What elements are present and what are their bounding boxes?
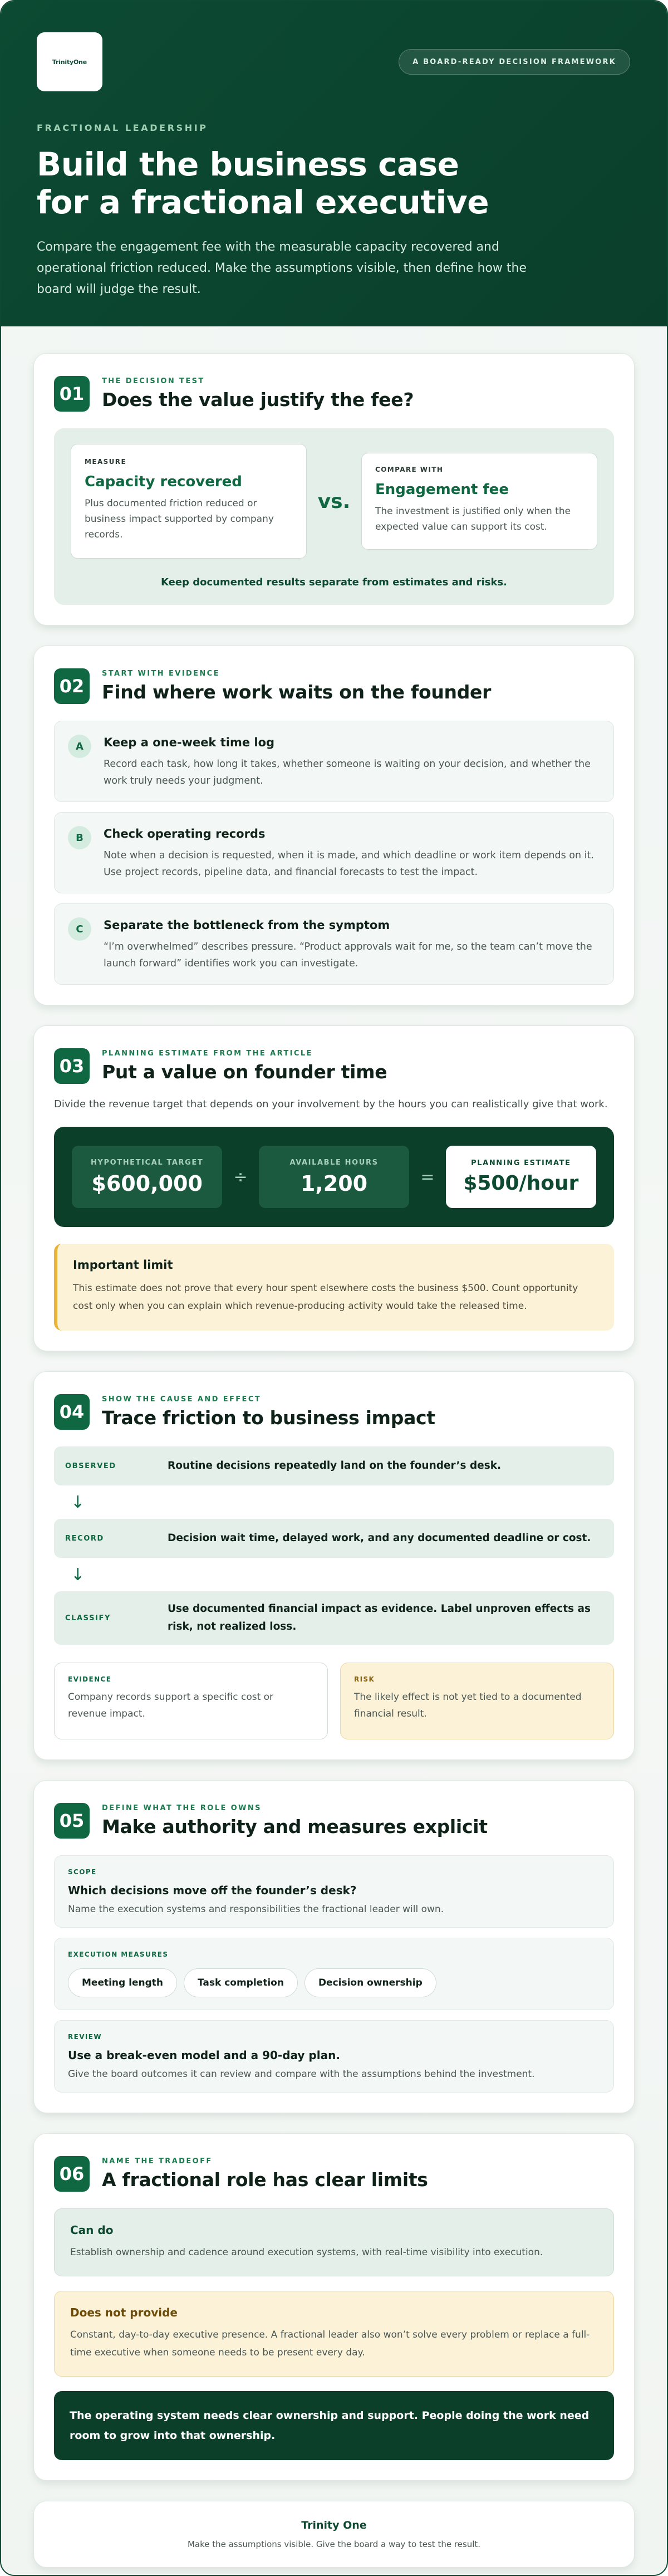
title-line-2: for a fractional executive [37, 183, 489, 221]
flow-label: RECORD [65, 1534, 104, 1543]
section-number: 03 [54, 1048, 90, 1084]
hours-label: AVAILABLE HOURS [289, 1158, 379, 1167]
estimate-label: PLANNING ESTIMATE [471, 1159, 571, 1167]
step-item [54, 812, 614, 893]
flow-text: Decision wait time, delayed work, and any documented deadline or cost. [168, 1532, 591, 1544]
review-text: Give the board outcomes it can review and compare with the assumptions behind the investment. [68, 2069, 535, 2080]
evidence-title: EVIDENCE [68, 1675, 112, 1683]
measure-eyebrow: MEASURE [85, 458, 127, 466]
footer [33, 2501, 635, 2568]
section-header [54, 1803, 614, 1839]
scope-card [54, 1855, 614, 1928]
section-eyebrow: NAME THE TRADEOFF [102, 2157, 213, 2166]
title-line-1: Build the business case [37, 145, 459, 183]
step-text: Record each task, how long it takes, whether someone is waiting on your decision, and whether the work truly needs your judgment. [104, 759, 591, 786]
arrow-down-icon: ↓ [71, 1492, 85, 1512]
hours-value: 1,200 [300, 1171, 368, 1196]
section-number: 04 [54, 1394, 90, 1430]
framework-badge: A BOARD-READY DECISION FRAMEWORK [399, 49, 630, 75]
can-do-card [54, 2208, 614, 2276]
section-authority [33, 1780, 635, 2113]
chip-decision-ownership: Decision ownership [304, 1968, 436, 1997]
flow-step-record [54, 1519, 614, 1558]
section-eyebrow: THE DECISION TEST [102, 377, 205, 385]
section-eyebrow: DEFINE WHAT THE ROLE OWNS [102, 1804, 262, 1812]
section-intro: Divide the revenue target that depends on your involvement by the hours you can realistically give that work. [54, 1098, 608, 1110]
closing-statement: The operating system needs clear ownership and support. People doing the work need room to grow into that ownership. [54, 2391, 614, 2460]
section-number: 02 [54, 668, 90, 704]
review-eyebrow: REVIEW [68, 2033, 102, 2041]
logo-text: TrinityOne [52, 58, 87, 66]
limit-title: Important limit [73, 1258, 173, 1272]
section-title: Make authority and measures explicit [102, 1816, 488, 1837]
hours-box [259, 1146, 409, 1208]
section-title: Find where work waits on the founder [102, 681, 492, 703]
measure-title: Capacity recovered [85, 473, 242, 490]
step-badge: B [68, 826, 91, 849]
compare-text: The investment is justified only when the expected value can support its cost. [375, 506, 571, 532]
versus-label: vs. [317, 490, 351, 513]
scope-eyebrow: SCOPE [68, 1868, 97, 1876]
arrow-down-icon: ↓ [71, 1565, 85, 1585]
section-number: 05 [54, 1803, 90, 1839]
target-box [72, 1146, 222, 1208]
step-text: “I’m overwhelmed” describes pressure. “Product approvals wait for me, so the team can’t move the launch forward” identifies work you can investigate. [104, 941, 592, 969]
step-badge: A [68, 735, 91, 758]
does-not-provide-text: Constant, day-to-day executive presence. A fractional leader also won’t solve every problem or replace a full-time executive when someone needs to be present every day. [70, 2329, 590, 2358]
scope-text: Name the execution systems and responsibilities the fractional leader will own. [68, 1904, 444, 1915]
equals-icon: = [420, 1167, 435, 1187]
section-title: Does the value justify the fee? [102, 389, 414, 410]
does-not-provide-title: Does not provide [70, 2306, 178, 2319]
flow-label: OBSERVED [65, 1461, 116, 1470]
footer-brand: Trinity One [301, 2519, 367, 2531]
comparison-panel [54, 428, 614, 605]
hero-eyebrow: FRACTIONAL LEADERSHIP [37, 123, 208, 133]
limit-callout [54, 1244, 614, 1331]
review-title: Use a break-even model and a 90-day plan. [68, 2049, 340, 2062]
step-title: Check operating records [104, 827, 266, 840]
does-not-provide-card [54, 2291, 614, 2377]
section-founder-time [33, 1025, 635, 1351]
section-number: 01 [54, 376, 90, 412]
section-title: Put a value on founder time [102, 1061, 387, 1083]
calculation-panel [54, 1127, 614, 1227]
flow-step-classify [54, 1591, 614, 1645]
step-text: Note when a decision is requested, when it is made, and which deadline or work item depends on it. Use project records, pipeline data, and financial forecasts to test the impact. [104, 850, 594, 878]
comparison-note: Keep documented results separate from estimates and risks. [161, 576, 507, 588]
target-label: HYPOTHETICAL TARGET [90, 1158, 204, 1167]
risk-text: The likely effect is not yet tied to a documented financial result. [354, 1692, 582, 1719]
section-header [54, 1048, 614, 1084]
step-badge: C [68, 917, 91, 941]
footer-tagline: Make the assumptions visible. Give the board a way to test the result. [187, 2539, 481, 2549]
measures-eyebrow: EXECUTION MEASURES [68, 1951, 169, 1958]
compare-eyebrow: COMPARE WITH [375, 466, 444, 473]
hero-subtitle: Compare the engagement fee with the measurable capacity recovered and operational friction reduced. Make the assumptions visible, then define how the board will judge the result. [37, 240, 527, 296]
section-title: A fractional role has clear limits [102, 2169, 428, 2191]
section-eyebrow: PLANNING ESTIMATE FROM THE ARTICLE [102, 1049, 313, 1058]
chip-meeting-length: Meeting length [68, 1968, 177, 1997]
step-item [54, 721, 614, 802]
review-card [54, 2020, 614, 2093]
step-item [54, 903, 614, 985]
chip-task-completion: Task completion [184, 1968, 298, 1997]
section-header [54, 668, 614, 704]
estimate-box [446, 1146, 596, 1208]
section-title: Trace friction to business impact [102, 1407, 435, 1429]
scope-title: Which decisions move off the founder’s desk? [68, 1884, 357, 1897]
flow-text: Routine decisions repeatedly land on the founder’s desk. [168, 1460, 502, 1472]
measure-chips [68, 1968, 600, 1997]
section-friction [33, 1371, 635, 1760]
divide-icon: ÷ [233, 1167, 248, 1187]
can-do-title: Can do [70, 2223, 114, 2237]
logo[interactable] [37, 32, 102, 91]
evidence-card [54, 1663, 328, 1739]
target-value: $600,000 [91, 1171, 203, 1196]
step-title: Separate the bottleneck from the symptom [104, 918, 390, 932]
estimate-value: $500/hour [463, 1172, 579, 1195]
flow-label: CLASSIFY [65, 1614, 111, 1622]
can-do-text: Establish ownership and cadence around execution systems, with real-time visibility into execution. [70, 2247, 543, 2258]
section-header [54, 2156, 614, 2192]
evidence-text: Company records support a specific cost or revenue impact. [68, 1692, 274, 1719]
section-evidence [33, 646, 635, 1005]
risk-card [340, 1663, 614, 1739]
content [1, 326, 667, 2568]
flow-step-observed [54, 1446, 614, 1485]
section-tradeoff [33, 2133, 635, 2481]
hero [1, 1, 667, 326]
compare-title: Engagement fee [375, 481, 509, 498]
section-eyebrow: START WITH EVIDENCE [102, 669, 220, 678]
measures-card [54, 1938, 614, 2010]
measure-text: Plus documented friction reduced or business impact supported by company records. [85, 498, 274, 540]
section-header [54, 376, 614, 412]
measure-card [71, 444, 307, 559]
compare-card [361, 453, 597, 550]
limit-text: This estimate does not prove that every hour spent elsewhere costs the business $500. Count opportunity cost only when you can explain which revenue-producing activity would take the released time. [73, 1283, 578, 1312]
flow-text: Use documented financial impact as evidence. Label unproven effects as risk, not realized loss. [168, 1603, 591, 1632]
section-number: 06 [54, 2156, 90, 2192]
section-decision-test [33, 353, 635, 625]
section-eyebrow: SHOW THE CAUSE AND EFFECT [102, 1395, 262, 1404]
page-title [37, 145, 538, 221]
risk-title: RISK [354, 1675, 375, 1683]
step-title: Keep a one-week time log [104, 736, 275, 749]
section-header [54, 1394, 614, 1430]
